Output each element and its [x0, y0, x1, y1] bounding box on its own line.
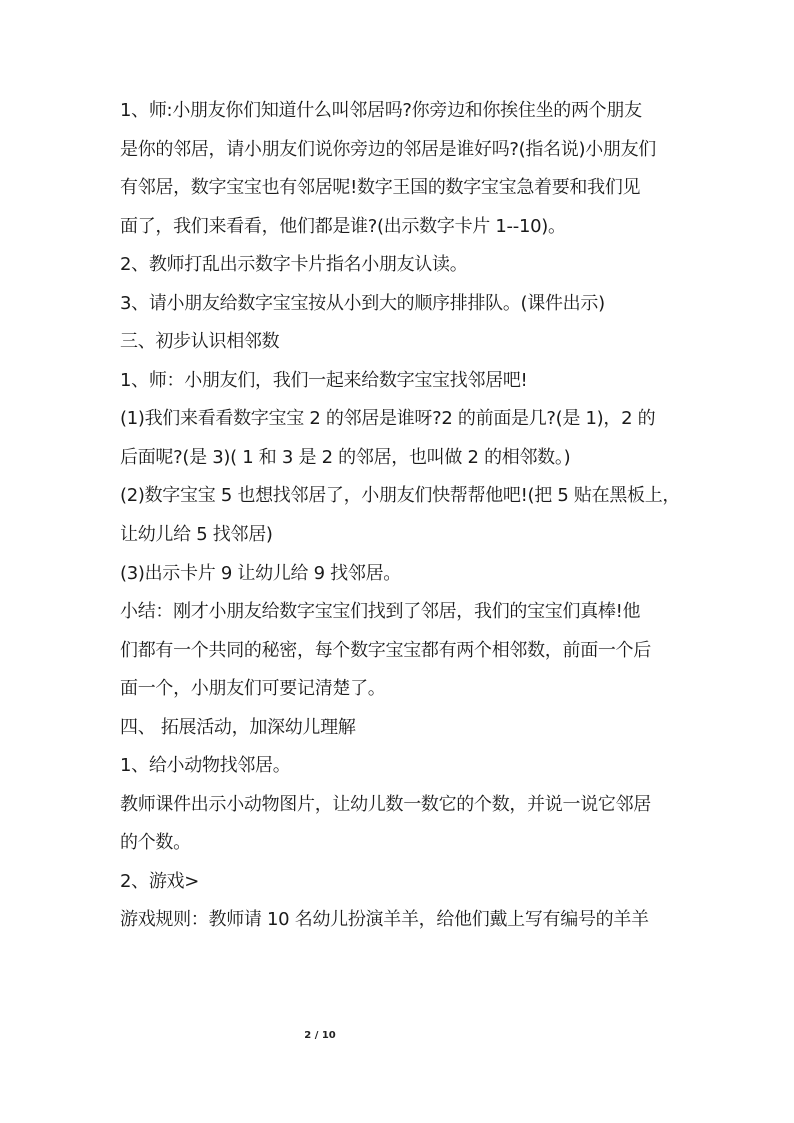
text-line: 1、师:小朋友你们知道什么叫邻居吗?你旁边和你挨住坐的两个朋友: [120, 100, 642, 121]
section-heading: 三、初步认识相邻数: [120, 331, 280, 353]
document-body: [120, 101, 680, 949]
text-line: 3、请小朋友给数字宝宝按从小到大的顺序排排队。(课件出示): [120, 292, 605, 314]
text-line: 面了，我们来看看，他们都是谁?(出示数字卡片 1--10)。: [120, 215, 566, 237]
text-line: 1、给小动物找邻居。: [120, 755, 291, 777]
text-line: 游戏规则：教师请 10 名幼儿扮演羊羊，给他们戴上写有编号的羊羊: [120, 909, 649, 931]
page-number: 2 / 10: [304, 1030, 336, 1041]
text-line: 们都有一个共同的秘密，每个数字宝宝都有两个相邻数，前面一个后: [120, 639, 651, 661]
text-line: 让幼儿给 5 找邻居): [120, 524, 273, 546]
text-line: 的个数。: [120, 832, 191, 854]
section-heading: 四、 拓展活动，加深幼儿理解: [120, 716, 356, 738]
text-line: 2、游戏>: [120, 870, 200, 892]
text-line: (2)数字宝宝 5 也想找邻居了，小朋友们快帮帮他吧!(把 5 贴在黑板上，: [120, 485, 681, 507]
text-line: 是你的邻居，请小朋友们说你旁边的邻居是谁好吗?(指名说)小朋友们: [120, 138, 656, 160]
text-line: 面一个，小朋友们可要记清楚了。: [120, 678, 386, 700]
text-line: 有邻居，数字宝宝也有邻居呢!数字王国的数字宝宝急着要和我们见: [120, 177, 641, 199]
text-line: 2、教师打乱出示数字卡片指名小朋友认读。: [120, 254, 468, 276]
text-line: 教师课件出示小动物图片，让幼儿数一数它的个数，并说一说它邻居: [120, 793, 651, 815]
text-line: 小结：刚才小朋友给数字宝宝们找到了邻居，我们的宝宝们真棒!他: [120, 601, 641, 623]
text-line: (3)出示卡片 9 让幼儿给 9 找邻居。: [120, 562, 401, 584]
text-line: 1、师：小朋友们，我们一起来给数字宝宝找邻居吧!: [120, 369, 528, 391]
text-line: (1)我们来看看数字宝宝 2 的邻居是谁呀?2 的前面是几?(是 1)，2 的: [120, 408, 656, 430]
text-line: 后面呢?(是 3)( 1 和 3 是 2 的邻居，也叫做 2 的相邻数。): [120, 446, 571, 468]
